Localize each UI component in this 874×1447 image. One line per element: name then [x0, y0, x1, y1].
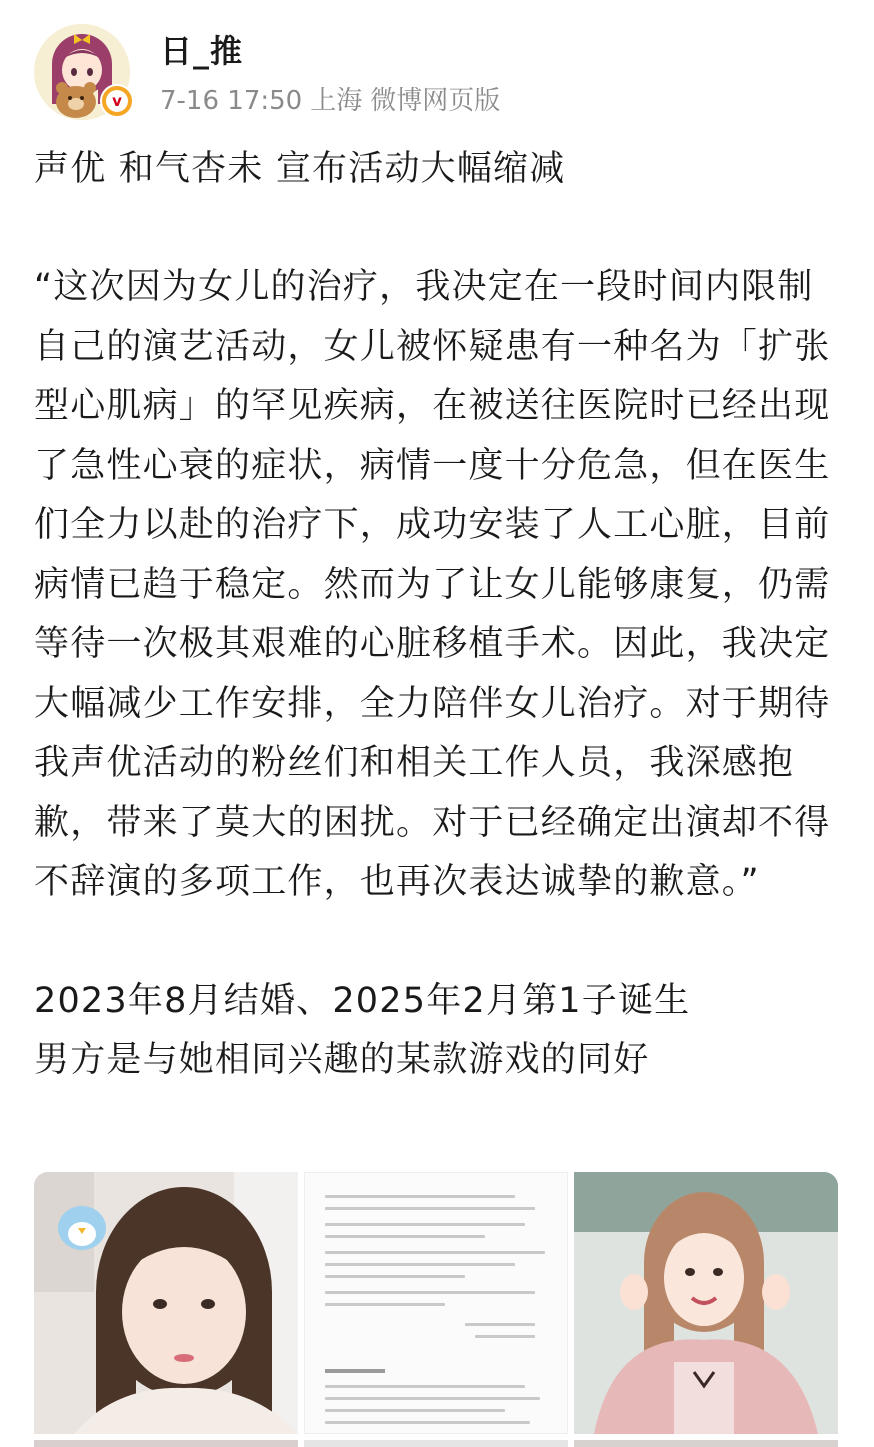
image-thumbnail-4[interactable]: [34, 1440, 298, 1447]
post-body: [34, 140, 844, 1090]
image-thumbnail-6[interactable]: [574, 1440, 838, 1447]
username[interactable]: 日_推: [160, 32, 244, 70]
image-thumbnail-1[interactable]: [34, 1172, 298, 1434]
image-thumbnail-2[interactable]: [304, 1172, 568, 1434]
document-icon: [305, 1173, 567, 1433]
post-title-line: 声优 和气杏未 宣布活动大幅缩减: [34, 149, 566, 189]
timestamp: 7-16 17:50: [160, 86, 303, 116]
location: 上海: [310, 86, 363, 116]
post-line-partner: 男方是与她相同兴趣的某款游戏的同好: [34, 1039, 650, 1080]
photo-icon: [574, 1172, 838, 1434]
post-header: [34, 20, 834, 120]
post-line-marriage: 2023年8月结婚、2025年2月第1子诞生: [34, 980, 691, 1021]
post-source[interactable]: 微博网页版: [370, 86, 501, 116]
image-grid: [34, 1172, 840, 1447]
image-thumbnail-3[interactable]: [574, 1172, 838, 1434]
post-meta: [160, 80, 508, 117]
verified-badge-icon: v: [100, 84, 134, 118]
photo-icon: [34, 1172, 298, 1434]
image-thumbnail-5[interactable]: [304, 1440, 568, 1447]
post-quote: “这次因为女儿的治疗，我决定在一段时间内限制自己的演艺活动，女儿被怀疑患有一种名为「扩张型心肌病」的罕见疾病，在被送往医院时已经出现了急性心衰的症状，病情一度十分危急，但在医生们全力以赴的治疗下，成功安装了人工心脏，目前病情已趋于稳定。然而为了让女儿能够康复，仍需等待一次极其艰难的心脏移植手术。因此，我决定大幅减少工作安排，全力陪伴女儿治疗。对于期待我声优活动的粉丝们和相关工作人员，我深感抱歉，带来了莫大的困扰。对于已经确定出演却不得不辞演的多项工作，也再次表达诚挚的歉意。”: [34, 267, 831, 902]
